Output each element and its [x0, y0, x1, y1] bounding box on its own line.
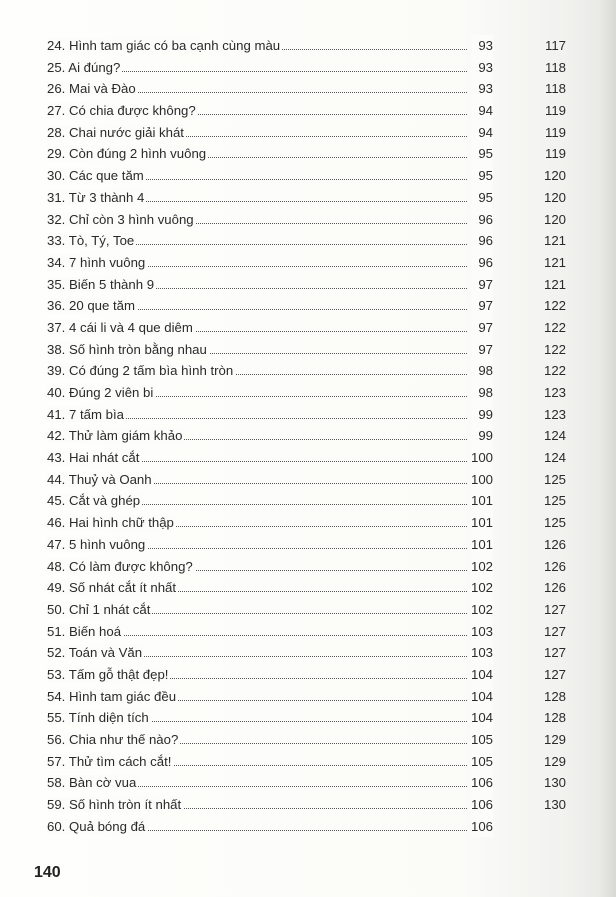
- toc-entry-page: 101: [471, 534, 493, 556]
- toc-entry-title: 54. Hình tam giác đều: [47, 688, 177, 704]
- toc-entry: [47, 577, 587, 599]
- toc-entry: [47, 512, 587, 534]
- toc-entry: [47, 230, 587, 252]
- toc-entry-answer-page: 121: [543, 276, 566, 292]
- toc-entry-answer-page: 122: [543, 298, 566, 314]
- toc-entry-answer-page: 125: [543, 493, 566, 509]
- page-fold-shadow: [598, 0, 616, 897]
- toc-entry-page: 103: [471, 642, 493, 664]
- toc-entry-answer-page: 120: [543, 189, 566, 205]
- toc-entry-title: 42. Thử làm giám khảo: [47, 428, 183, 444]
- toc-entry-answer-page: 126: [543, 558, 566, 574]
- toc-entry-page: 99: [471, 425, 493, 447]
- toc-entry: [47, 382, 587, 404]
- page-number: 140: [34, 864, 61, 881]
- toc-entry: [47, 447, 587, 469]
- toc-entry-answer-page: 123: [543, 385, 566, 400]
- toc-entry-answer-page: 124: [543, 450, 566, 466]
- toc-entry-page: 96: [471, 252, 493, 274]
- toc-entry: [47, 317, 587, 339]
- toc-entry-title: 41. 7 tấm bìa: [47, 406, 124, 422]
- toc-entry: [47, 664, 587, 686]
- toc-entry-answer-page: 122: [543, 319, 566, 335]
- toc-entry: [47, 490, 587, 512]
- toc-entry-page: 100: [471, 469, 493, 491]
- toc-entry-answer-page: 127: [543, 645, 566, 661]
- toc-entry-page: 95: [471, 165, 493, 187]
- toc-entry-page: 104: [471, 664, 493, 686]
- toc-entry-title: 57. Thử tìm cách cắt!: [47, 753, 172, 769]
- toc-entry-answer-page: 126: [543, 536, 566, 552]
- toc-entry-title: 32. Chỉ còn 3 hình vuông: [47, 211, 194, 227]
- toc-entry-page: 105: [471, 751, 493, 773]
- toc-entry: [47, 274, 587, 296]
- toc-entry-title: 48. Có làm được không?: [47, 558, 193, 574]
- toc-entry-answer-page: 130: [543, 775, 566, 791]
- toc-entry-answer-page: 126: [543, 580, 566, 596]
- toc-entry-title: 44. Thuỷ và Oanh: [47, 471, 152, 487]
- toc-entry: [47, 707, 587, 729]
- toc-entry-title: 58. Bàn cờ vua: [47, 775, 137, 791]
- toc-entry-title: 27. Có chia được không?: [47, 103, 196, 119]
- toc-entry-page: 97: [471, 339, 493, 361]
- toc-entry-page: 101: [471, 490, 493, 512]
- toc-entry: [47, 686, 587, 708]
- toc-entry: [47, 751, 587, 773]
- toc-entry-title: 31. Từ 3 thành 4: [47, 189, 145, 205]
- toc-entry-answer-page: 129: [543, 732, 566, 747]
- toc-entry-page: 99: [471, 404, 493, 426]
- toc-entry-answer-page: 119: [544, 103, 566, 119]
- toc-entry-page: 102: [471, 599, 493, 621]
- toc-entry-page: 96: [471, 230, 493, 252]
- toc-entry: [47, 143, 587, 165]
- toc-entry: [47, 534, 587, 556]
- toc-entry-answer-page: 119: [544, 124, 566, 140]
- toc-entry: [47, 165, 587, 187]
- toc-entry-page: 97: [471, 317, 493, 339]
- toc-entry: [47, 100, 587, 122]
- toc-entry-title: 59. Số hình tròn ít nhất: [47, 797, 182, 813]
- toc-entry: [47, 772, 587, 794]
- toc-entry-page: 96: [471, 209, 493, 231]
- toc-entry: [47, 57, 587, 79]
- toc-entry-title: 29. Còn đúng 2 hình vuông: [47, 146, 207, 162]
- toc-entry-answer-page: 119: [544, 146, 566, 162]
- toc-entry-title: 35. Biến 5 thành 9: [47, 276, 155, 292]
- toc-entry-title: 26. Mai và Đào: [47, 81, 136, 97]
- toc-entry-title: 50. Chỉ 1 nhát cắt: [47, 601, 151, 617]
- toc-entry: [47, 35, 587, 57]
- toc-entry-title: 43. Hai nhát cắt: [47, 450, 140, 466]
- toc-entry-answer-page: 127: [543, 623, 566, 639]
- toc-entry-page: 94: [471, 100, 493, 122]
- table-of-contents: [47, 35, 587, 837]
- toc-entry: [47, 729, 587, 751]
- toc-entry-title: 46. Hai hình chữ thập: [47, 515, 174, 531]
- toc-entry-title: 38. Số hình tròn bằng nhau: [47, 341, 207, 357]
- toc-entry-answer-page: 130: [543, 797, 566, 813]
- toc-entry-page: 104: [471, 686, 493, 708]
- toc-entry-title: 40. Đúng 2 viên bi: [47, 385, 154, 400]
- toc-entry: [47, 816, 587, 838]
- toc-entry: [47, 187, 587, 209]
- toc-entry-title: 51. Biến hoá: [47, 623, 122, 639]
- toc-entry-page: 98: [471, 360, 493, 382]
- toc-entry: [47, 642, 587, 664]
- toc-entry-title: 34. 7 hình vuông: [47, 254, 146, 270]
- toc-entry-title: 30. Các que tăm: [47, 168, 144, 184]
- toc-entry-page: 94: [471, 122, 493, 144]
- toc-entry-answer-page: 123: [543, 406, 566, 422]
- toc-entry-answer-page: 117: [544, 38, 566, 53]
- toc-entry-title: 49. Số nhát cắt ít nhất: [47, 580, 177, 596]
- toc-entry-answer-page: 127: [543, 666, 566, 682]
- toc-entry: [47, 404, 587, 426]
- toc-entry-title: 28. Chai nước giải khát: [47, 124, 184, 140]
- toc-entry-page: 106: [471, 794, 493, 816]
- toc-entry-answer-page: 121: [543, 233, 566, 249]
- toc-entry: [47, 78, 587, 100]
- toc-entry: [47, 252, 587, 274]
- toc-entry-page: 98: [471, 382, 493, 404]
- toc-entry-page: 103: [471, 621, 493, 643]
- toc-entry-title: 45. Cắt và ghép: [47, 493, 141, 509]
- toc-entry-answer-page: 120: [543, 211, 566, 227]
- toc-entry-answer-page: 125: [543, 515, 566, 531]
- toc-entry-answer-page: 122: [543, 363, 566, 379]
- toc-entry-answer-page: 128: [543, 688, 566, 704]
- toc-entry: [47, 599, 587, 621]
- toc-entry-title: 55. Tính diện tích: [47, 710, 149, 726]
- toc-entry-answer-page: 124: [543, 428, 566, 444]
- toc-entry-title: 39. Có đúng 2 tấm bìa hình tròn: [47, 363, 234, 379]
- toc-entry: [47, 794, 587, 816]
- toc-entry: [47, 339, 587, 361]
- toc-entry-page: 95: [471, 187, 493, 209]
- toc-entry-title: 37. 4 cái li và 4 que diêm: [47, 319, 193, 335]
- toc-entry-answer-page: 120: [543, 168, 566, 184]
- toc-entry-page: 106: [471, 816, 493, 838]
- toc-entry-title: 52. Toán và Văn: [47, 645, 143, 661]
- toc-entry-answer-page: 129: [543, 753, 566, 769]
- toc-entry-page: 106: [471, 772, 493, 794]
- toc-entry-page: 100: [471, 447, 493, 469]
- toc-entry: [47, 360, 587, 382]
- toc-entry-page: 93: [471, 57, 493, 79]
- toc-entry-page: 97: [471, 274, 493, 296]
- toc-entry-answer-page: 125: [543, 471, 566, 487]
- toc-entry: [47, 621, 587, 643]
- toc-entry-title: 53. Tấm gỗ thật đẹp!: [47, 666, 169, 682]
- toc-entry-answer-page: 118: [544, 59, 566, 75]
- toc-entry-title: 24. Hình tam giác có ba cạnh cùng màu: [47, 38, 281, 53]
- toc-entry-page: 102: [471, 577, 493, 599]
- toc-entry-page: 95: [471, 143, 493, 165]
- toc-entry-answer-page: 127: [543, 601, 566, 617]
- toc-entry: [47, 295, 587, 317]
- toc-entry-title: 60. Quả bóng đá: [47, 818, 146, 834]
- toc-entry: [47, 122, 587, 144]
- toc-entry-title: 33. Tò, Tý, Toe: [47, 233, 135, 249]
- toc-entry-answer-page: 118: [544, 81, 566, 97]
- toc-entry-page: 105: [471, 729, 493, 751]
- toc-entry: [47, 209, 587, 231]
- toc-entry: [47, 556, 587, 578]
- toc-entry-page: 102: [471, 556, 493, 578]
- toc-entry-title: 56. Chia như thế nào?: [47, 732, 179, 747]
- toc-entry-page: 97: [471, 295, 493, 317]
- toc-entry-answer-page: 121: [543, 254, 566, 270]
- toc-entry: [47, 469, 587, 491]
- toc-entry-answer-page: 128: [543, 710, 566, 726]
- toc-entry-page: 101: [471, 512, 493, 534]
- toc-entry: [47, 425, 587, 447]
- toc-entry-page: 104: [471, 707, 493, 729]
- toc-entry-title: 25. Ai đúng?: [47, 59, 121, 75]
- toc-entry-title: 36. 20 que tăm: [47, 298, 135, 314]
- toc-entry-page: 93: [471, 35, 493, 57]
- toc-entry-answer-page: 122: [543, 341, 566, 357]
- toc-entry-page: 93: [471, 78, 493, 100]
- toc-entry-title: 47. 5 hình vuông: [47, 536, 146, 552]
